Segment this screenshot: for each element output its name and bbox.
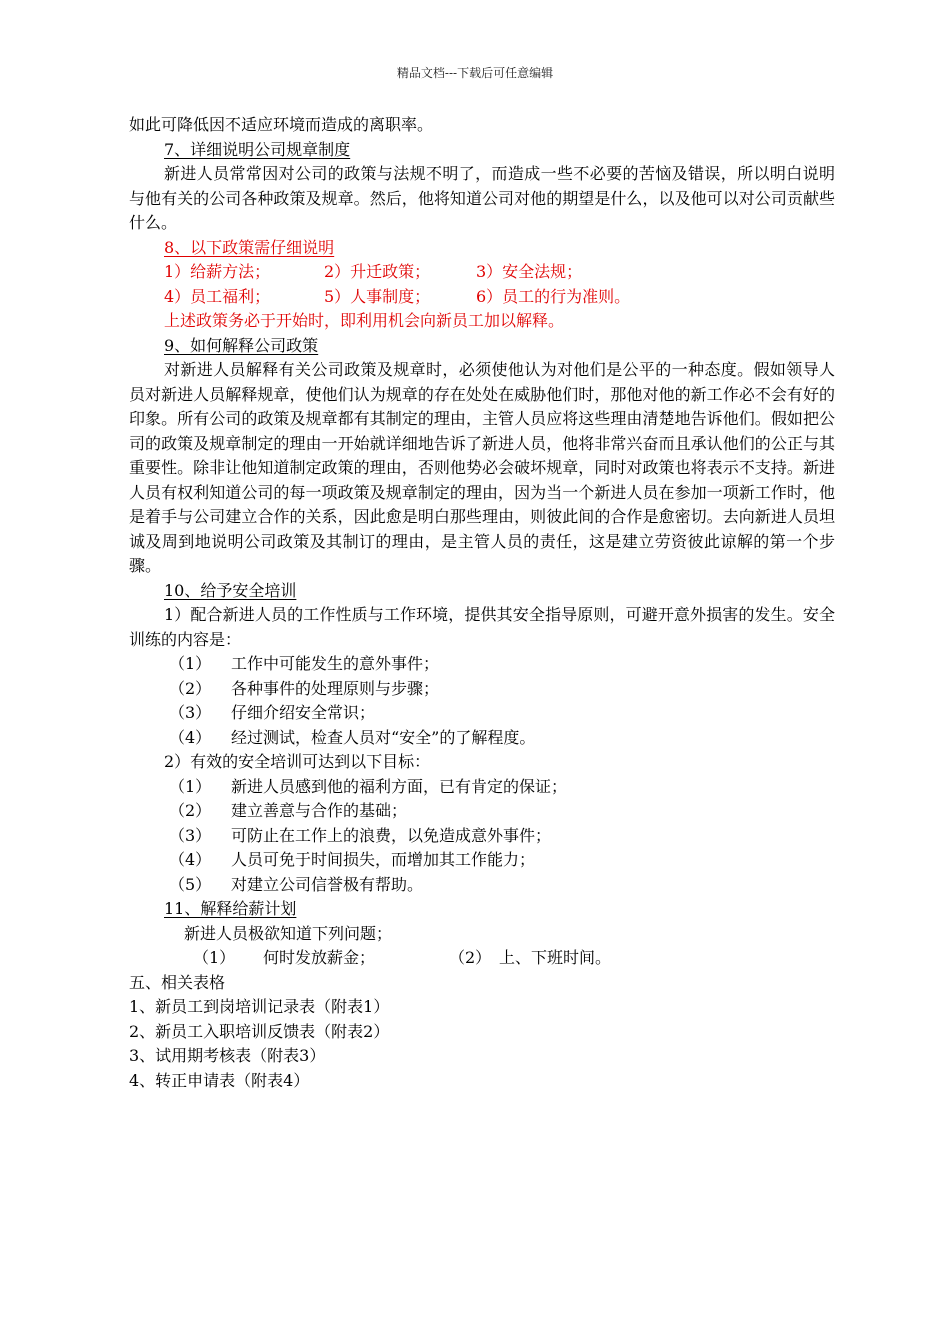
list-number: （3） [169,825,212,845]
list-text: 工作中可能发生的意外事件； [231,654,440,673]
list-item [129,824,835,849]
form-list-item: 4、转正申请表（附表4） [129,1070,310,1090]
list-number: （4） [169,727,212,747]
list-text: 上、下班时间。 [499,948,612,967]
list-number: （1） [193,948,236,967]
document-body [129,113,835,1093]
list-item [129,652,835,677]
policy-row-2 [129,285,835,310]
section-heading-9 [129,334,835,359]
list-number: （5） [169,874,212,894]
list-item [129,677,835,702]
policy-item: 4）员工福利； [164,286,271,306]
policy-item: 5）人事制度； [324,286,431,306]
text-line: 2）有效的安全培训可达到以下目标： [164,752,431,771]
paragraph: 对新进人员解释有关公司政策及规章时，必须使他认为对他们是公平的一种态度。假如领导人员对新进人员解释规章，使他们认为规章的存在处处在威胁他们时，那他对他的新工作必不会有好的印象。所有公司的政策及规章都有其制定的理由，主管人员应将这些理由清楚地告诉他们。假如把公司的政策及规章制定的理由一开始就详细地告诉了新进人员，他将非常兴奋而且承认他们的公正与其重要性。除非让他知道制定政策的理由，否则他势必会破坏规章，同时对政策也将表示不支持。新进人员有权利知道公司的每一项政策及规章制定的理由，因为当一个新进人员在参加一项新工作时，他是着手与公司建立合作的关系，因此愈是明白那些理由，则彼此间的合作是愈密切。去向新进人员坦诚及周到地说明公司政策及其制订的理由，是主管人员的责任，这是建立劳资彼此谅解的第一个步骤。 [129,360,835,575]
heading-text: 11、解释给薪计划 [164,899,297,918]
form-list-item: 3、试用期考核表（附表3） [129,1046,326,1065]
list-item [129,799,835,824]
list-text: 建立善意与合作的基础； [231,801,408,820]
policy-item: 1）给薪方法； [164,262,271,281]
list-number: （2） [449,948,492,967]
list-text: 经过测试，检查人员对“安全”的了解程度。 [231,727,536,747]
list-text: 各种事件的处理原则与步骤； [231,678,440,698]
question-row [129,946,835,971]
list-number: （1） [169,654,212,673]
policy-item: 6）员工的行为准则。 [476,286,631,306]
heading-text: 8、以下政策需仔细说明 [164,237,335,257]
list-number: （2） [169,801,212,820]
paragraph: 1）配合新进人员的工作性质与工作环境，提供其安全指导原则，可避开意外损害的发生。安全训练的内容是： [129,605,835,649]
paragraph: 新进人员常常因对公司的政策与法规不明了，而造成一些不必要的苦恼及错误，所以明白说明与他有关的公司各种政策及规章。然后，他将知道公司对他的期望是什么，以及他可以对公司贡献些什么。 [129,164,835,232]
section-heading-7 [129,138,835,163]
list-text: 新进人员感到他的福利方面，已有肯定的保证； [231,776,568,796]
list-text: 对建立公司信誉极有帮助。 [231,874,424,894]
list-text: 何时发放薪金； [263,948,376,967]
list-text: 可防止在工作上的浪费，以免造成意外事件； [231,825,552,845]
heading-text: 9、如何解释公司政策 [164,335,319,355]
list-item [129,726,835,751]
text-line: 新进人员极欲知道下列问题； [184,923,393,943]
policy-item: 3）安全法规； [476,262,583,281]
policy-item: 2）升迁政策； [324,262,431,281]
list-item [129,873,835,898]
page-header: 精品文档---下载后可任意编辑 [396,66,554,80]
list-text: 仔细介绍安全常识； [231,703,376,722]
form-list-item: 2、新员工入职培训反馈表（附表2） [129,1021,390,1041]
heading-text: 7、详细说明公司规章制度 [164,139,351,159]
list-item [129,848,835,873]
list-item [129,701,835,726]
list-text: 人员可免于时间损失，而增加其工作能力； [231,850,536,869]
text-line: 上述政策务必于开始时，即利用机会向新员工加以解释。 [164,311,565,330]
list-number: （3） [169,703,212,722]
policy-row-1 [129,260,835,285]
heading-text: 10、给予安全培训 [164,580,297,600]
form-list-item: 1、新员工到岗培训记录表（附表1） [129,997,390,1016]
list-number: （4） [169,850,212,869]
text-line: 如此可降低因不适应环境而造成的离职率。 [129,115,434,134]
section-heading-10 [129,579,835,604]
list-number: （1） [169,776,212,796]
section-heading-8 [129,236,835,261]
list-item [129,775,835,800]
section-heading-5: 五、相关表格 [129,972,226,992]
list-number: （2） [169,678,212,698]
section-heading-11 [129,897,835,922]
